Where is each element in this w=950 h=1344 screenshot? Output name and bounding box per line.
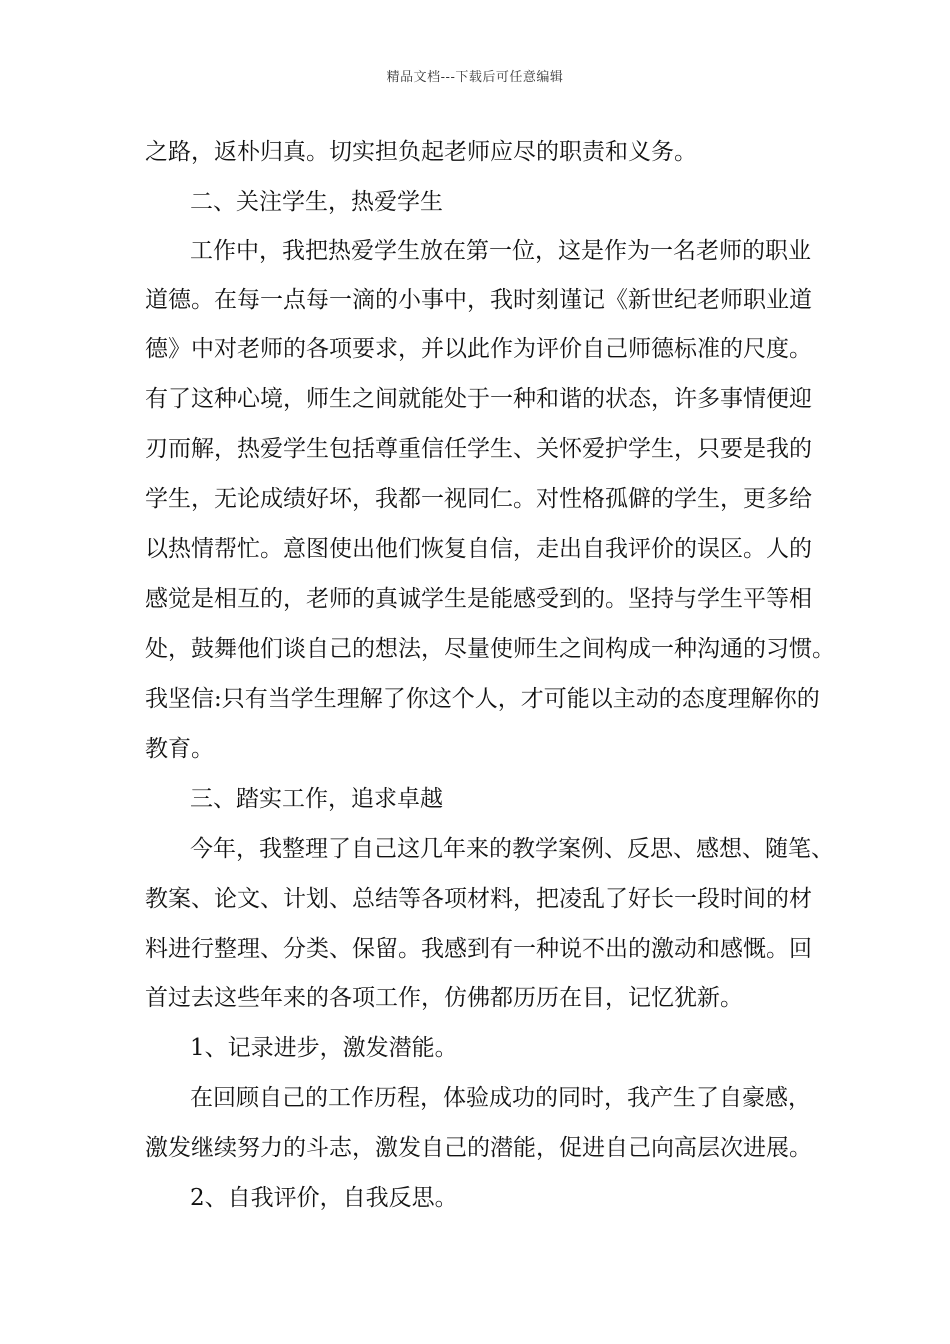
text-line: 刃而解，热爱学生包括尊重信任学生、关怀爱护学生，只要是我的 <box>145 436 812 462</box>
sub-heading: 2、自我评价，自我反思。 <box>190 1185 458 1211</box>
text-line: 首过去这些年来的各项工作，仿佛都历历在目，记忆犹新。 <box>145 985 743 1011</box>
text-line: 我坚信:只有当学生理解了你这个人，才可能以主动的态度理解你的 <box>145 686 820 712</box>
text-line: 道德。在每一点每一滴的小事中，我时刻谨记《新世纪老师职业道 <box>145 287 812 313</box>
text-line: 有了这种心境，师生之间就能处于一种和谐的状态，许多事情便迎 <box>145 386 812 412</box>
text-line: 以热情帮忙。意图使出他们恢复自信，走出自我评价的误区。人的 <box>145 536 812 562</box>
text-line: 工作中，我把热爱学生放在第一位，这是作为一名老师的职业 <box>190 238 811 264</box>
text-line: 处，鼓舞他们谈自己的想法，尽量使师生之间构成一种沟通的习惯。 <box>145 636 835 662</box>
text-line: 今年，我整理了自己这几年来的教学案例、反思、感想、随笔、 <box>190 836 834 862</box>
text-line: 之路，返朴归真。切实担负起老师应尽的职责和义务。 <box>145 139 697 165</box>
sub-heading: 1、记录进步，激发潜能。 <box>190 1035 458 1061</box>
section-heading: 二、关注学生，热爱学生 <box>190 189 443 215</box>
text-line: 料进行整理、分类、保留。我感到有一种说不出的激动和感慨。回 <box>145 936 812 962</box>
section-heading: 三、踏实工作，追求卓越 <box>190 786 443 812</box>
text-line: 教育。 <box>145 736 214 762</box>
text-line: 激发继续努力的斗志，激发自己的潜能，促进自己向高层次进展。 <box>145 1135 812 1161</box>
text-line: 教案、论文、计划、总结等各项材料，把凌乱了好长一段时间的材 <box>145 886 812 912</box>
text-line: 学生，无论成绩好坏，我都一视同仁。对性格孤僻的学生，更多给 <box>145 486 812 512</box>
text-line: 在回顾自己的工作历程，体验成功的同时，我产生了自豪感， <box>190 1085 811 1111</box>
page-header: 精品文档---下载后可任意编辑 <box>386 70 564 85</box>
text-line: 感觉是相互的，老师的真诚学生是能感受到的。坚持与学生平等相 <box>145 586 812 612</box>
text-line: 德》中对老师的各项要求，并以此作为评价自己师德标准的尺度。 <box>145 336 812 362</box>
